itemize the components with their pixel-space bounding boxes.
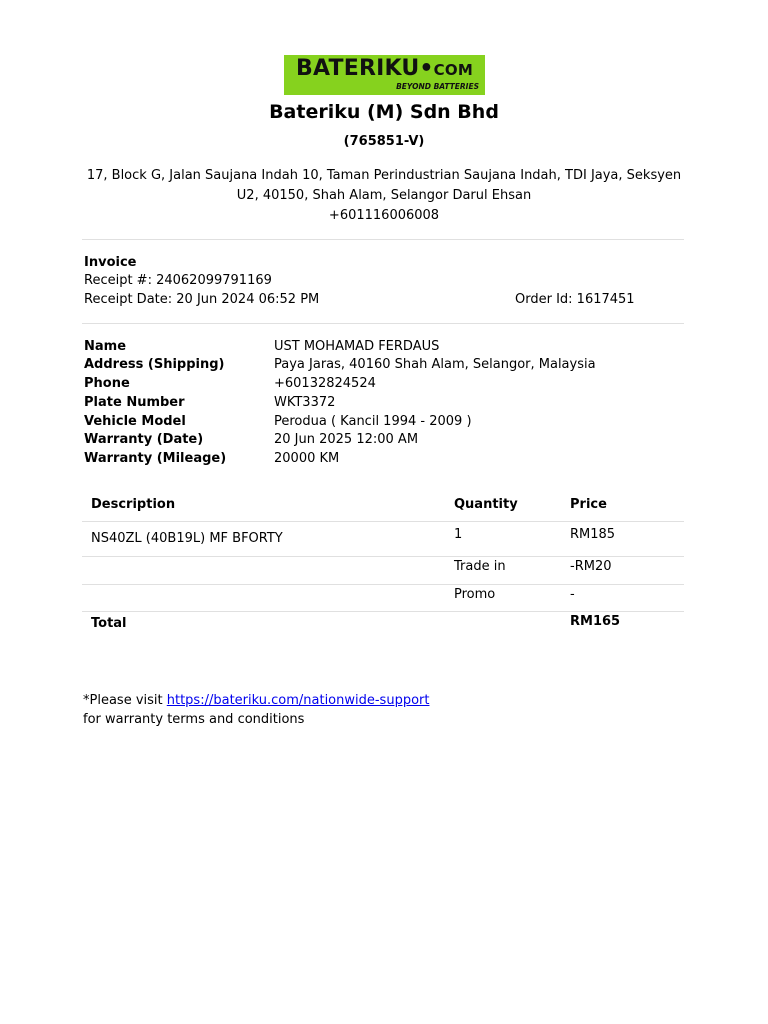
company-name: Bateriku (M) Sdn Bhd bbox=[269, 101, 499, 123]
promo-label: Promo bbox=[454, 587, 496, 602]
name-value: UST MOHAMAD FERDAUS bbox=[274, 339, 440, 354]
invoice-title: Invoice bbox=[84, 255, 137, 270]
total-value: RM165 bbox=[570, 614, 621, 629]
receipt-date: Receipt Date: 20 Jun 2024 06:52 PM bbox=[84, 292, 320, 307]
item-quantity: 1 bbox=[454, 527, 463, 542]
company-registration: (765851-V) bbox=[343, 134, 425, 149]
warranty-date-label: Warranty (Date) bbox=[84, 432, 204, 447]
divider bbox=[82, 323, 684, 324]
vehicle-model-label: Vehicle Model bbox=[84, 414, 186, 429]
trade-in-label: Trade in bbox=[454, 559, 506, 574]
order-id: Order Id: 1617451 bbox=[515, 292, 635, 307]
plate-number-label: Plate Number bbox=[84, 395, 185, 410]
table-divider bbox=[82, 521, 684, 522]
phone-label: Phone bbox=[84, 376, 130, 391]
divider bbox=[82, 239, 684, 240]
table-divider bbox=[82, 611, 684, 612]
address-value: Paya Jaras, 40160 Shah Alam, Selangor, Malaysia bbox=[274, 357, 596, 372]
support-link[interactable]: https://bateriku.com/nationwide-support bbox=[166, 693, 430, 708]
description-header: Description bbox=[91, 497, 176, 512]
footnote-suffix: for warranty terms and conditions bbox=[83, 712, 305, 727]
item-price: RM185 bbox=[570, 527, 616, 542]
company-phone: +601116006008 bbox=[328, 208, 440, 223]
address-line-2: U2, 40150, Shah Alam, Selangor Darul Ehsan bbox=[236, 188, 532, 203]
total-label: Total bbox=[91, 616, 127, 631]
table-divider bbox=[82, 556, 684, 557]
vehicle-model-value: Perodua ( Kancil 1994 - 2009 ) bbox=[274, 414, 472, 429]
address-label: Address (Shipping) bbox=[84, 357, 225, 372]
bateriku-logo bbox=[284, 55, 485, 95]
phone-value: +60132824524 bbox=[274, 376, 376, 391]
item-description: NS40ZL (40B19L) MF BFORTY bbox=[91, 531, 283, 546]
receipt-number: Receipt #: 24062099791169 bbox=[84, 273, 272, 288]
address-line-1: 17, Block G, Jalan Saujana Indah 10, Taman Perindustrian Saujana Indah, TDI Jaya, Seksyen bbox=[86, 168, 682, 183]
warranty-footnote bbox=[83, 691, 429, 729]
company-address bbox=[84, 166, 684, 226]
warranty-mileage-value: 20000 KM bbox=[274, 451, 340, 466]
warranty-date-value: 20 Jun 2025 12:00 AM bbox=[274, 432, 419, 447]
plate-number-value: WKT3372 bbox=[274, 395, 336, 410]
promo-value: - bbox=[570, 587, 575, 602]
trade-in-value: -RM20 bbox=[570, 559, 612, 574]
footnote-prefix: *Please visit bbox=[83, 693, 167, 708]
table-divider bbox=[82, 584, 684, 585]
logo-wordmark: BATERIKU•COM bbox=[296, 56, 473, 81]
name-label: Name bbox=[84, 339, 127, 354]
warranty-mileage-label: Warranty (Mileage) bbox=[84, 451, 227, 466]
quantity-header: Quantity bbox=[454, 497, 518, 512]
price-header: Price bbox=[570, 497, 607, 512]
logo-tagline: BEYOND BATTERIES bbox=[396, 82, 479, 91]
